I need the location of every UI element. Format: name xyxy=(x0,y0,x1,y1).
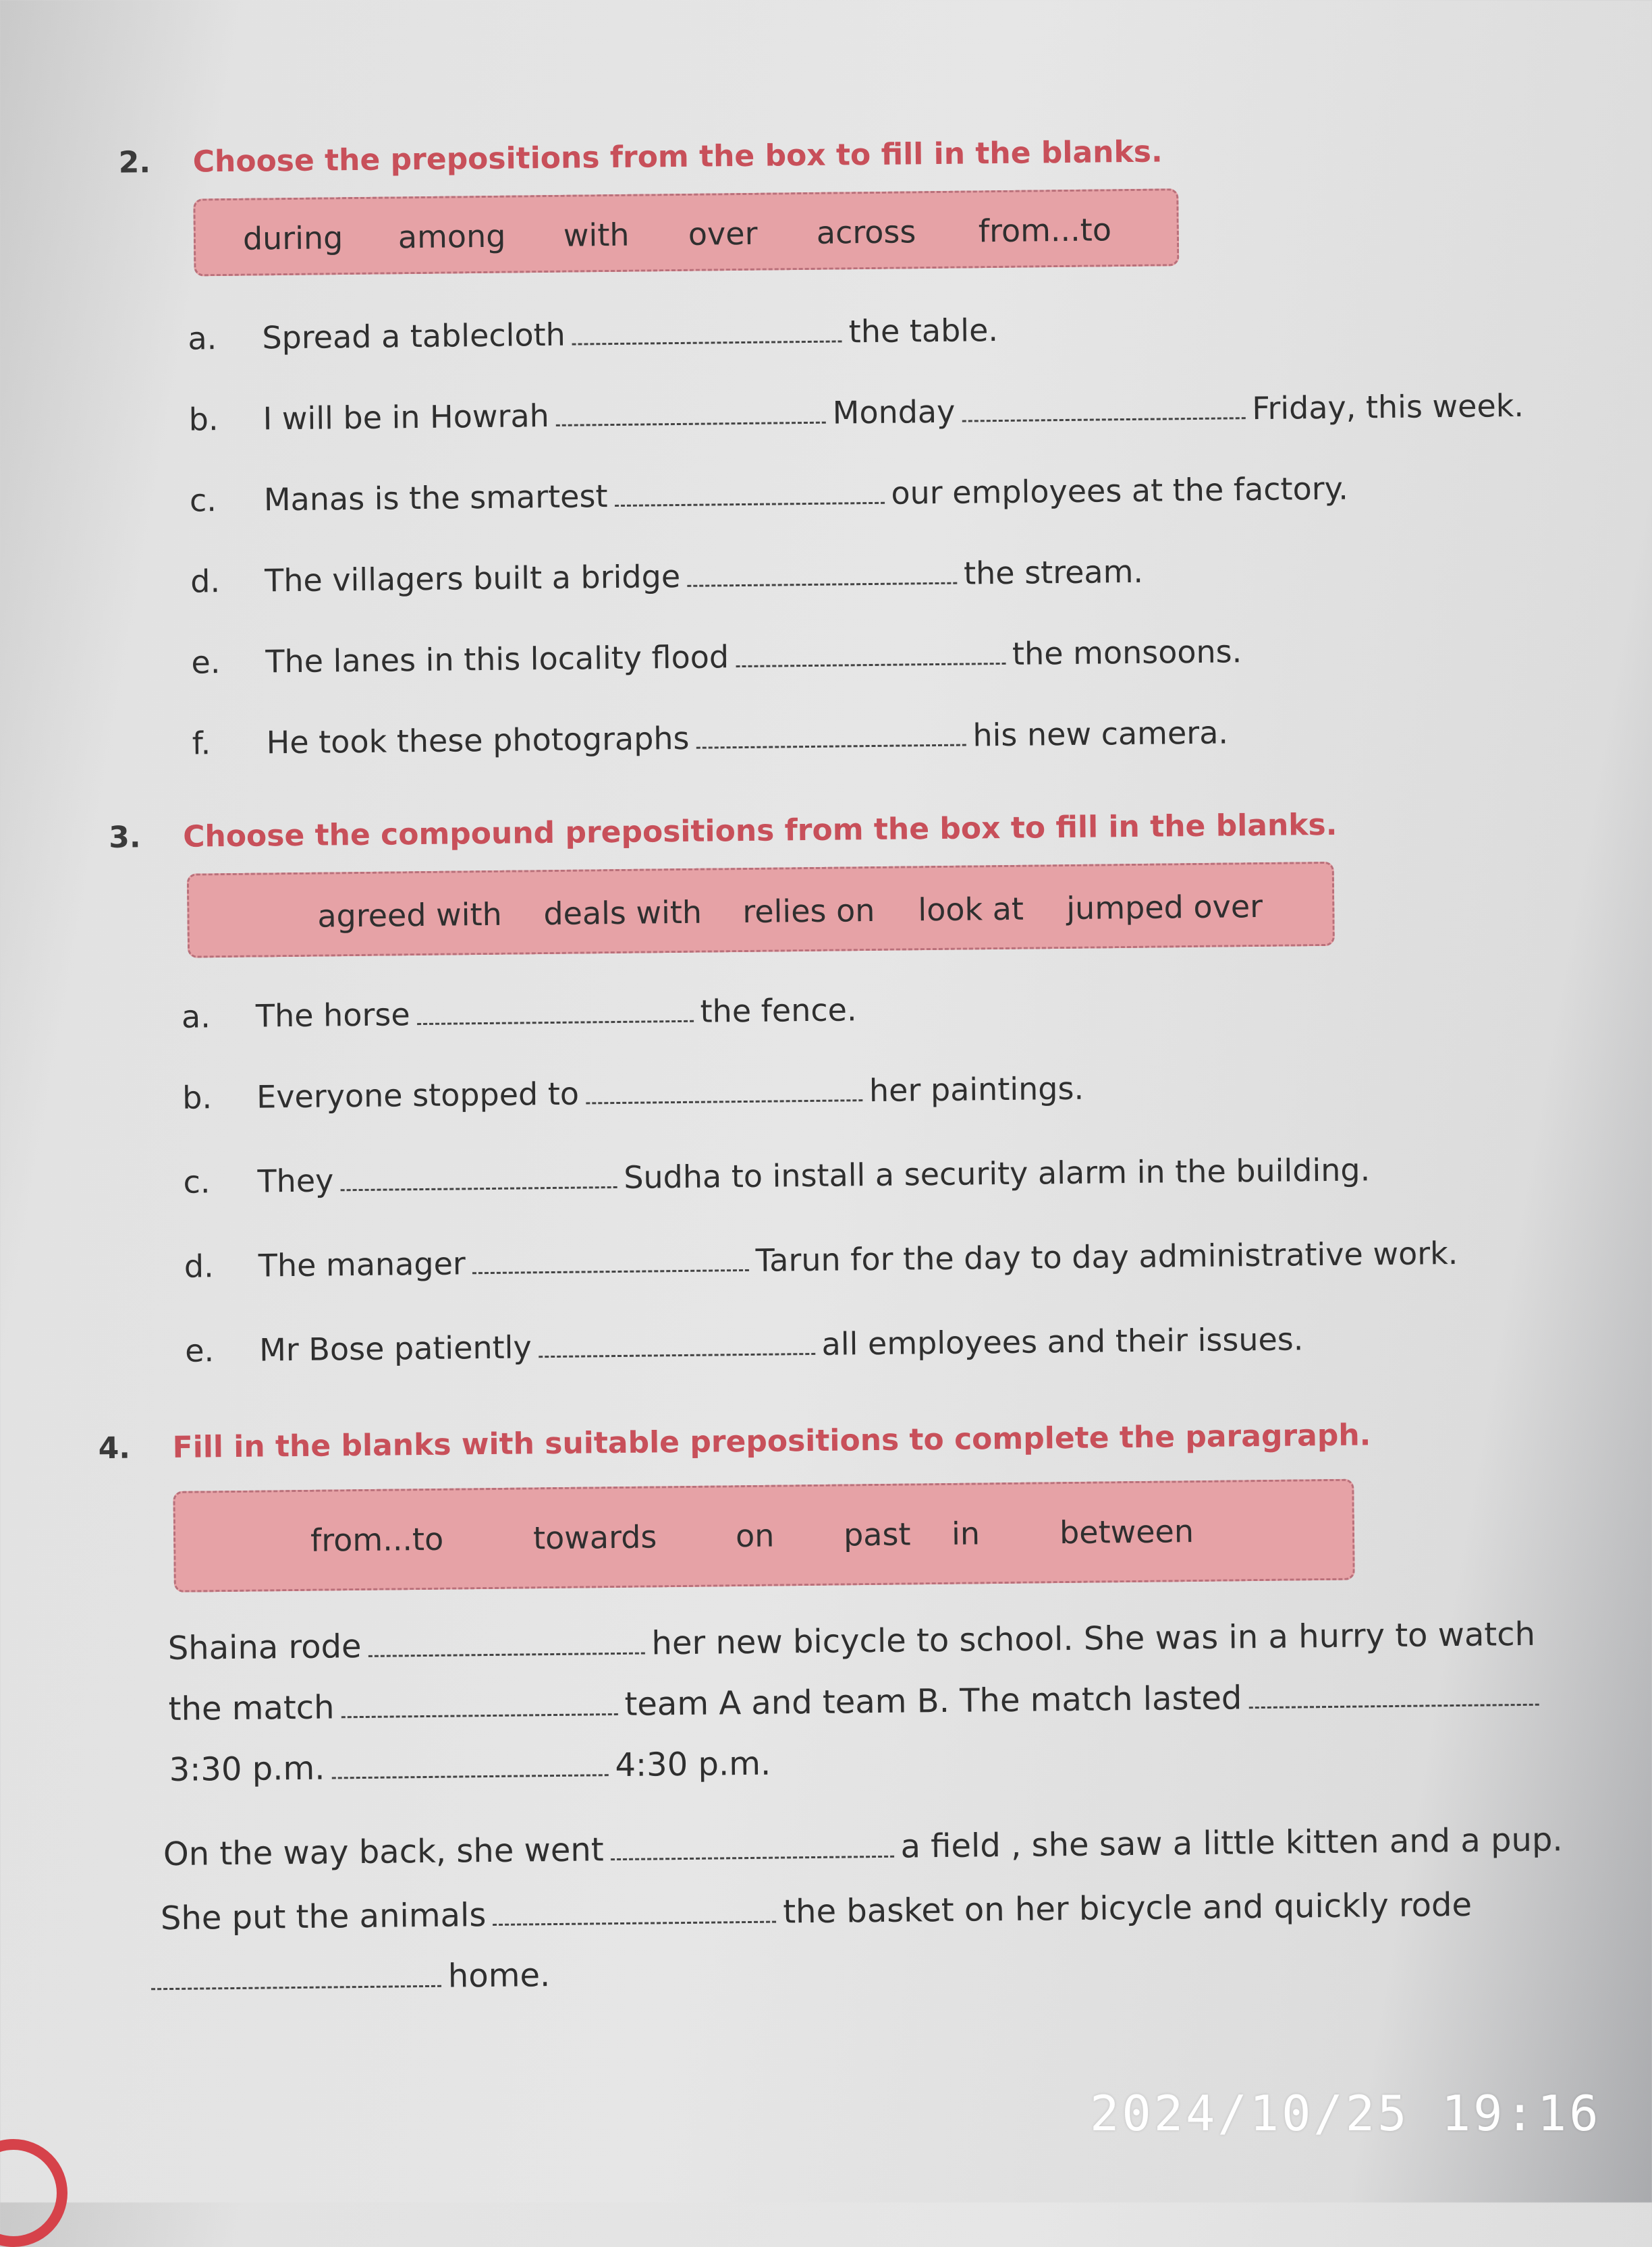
question-3a xyxy=(182,991,857,1034)
item-text: Mr Bose patiently xyxy=(258,1329,532,1368)
exercise-2-heading xyxy=(118,134,1162,179)
word-option: over xyxy=(688,215,758,252)
paragraph-text: her new bicycle to school. She was in a hurry to watch xyxy=(651,1615,1536,1663)
paragraph-text: Shaina rode xyxy=(167,1628,362,1668)
question-3b xyxy=(182,1070,1084,1116)
question-2d xyxy=(190,553,1143,600)
item-text: The villagers built a bridge xyxy=(264,557,681,599)
paragraph-line-5 xyxy=(161,1886,1472,1937)
item-text: Manas is the smartest xyxy=(263,478,608,518)
paragraph-line-4 xyxy=(163,1821,1563,1873)
item-text: Monday xyxy=(832,393,956,431)
paragraph-text: the basket on her bicycle and quickly rode xyxy=(782,1885,1472,1931)
paragraph-text: On the way back, she went xyxy=(163,1831,604,1874)
paragraph-text: 3:30 p.m. xyxy=(169,1749,325,1789)
item-label: e. xyxy=(191,644,221,681)
item-text: the fence. xyxy=(700,991,857,1030)
exercise-title: Choose the compound prepositions from the box to fill in the blanks. xyxy=(182,807,1338,854)
answer-blank[interactable] xyxy=(696,724,966,749)
item-text: Everyone stopped to xyxy=(256,1075,580,1115)
item-label: a. xyxy=(188,320,217,357)
word-option: on xyxy=(735,1517,775,1555)
answer-blank[interactable] xyxy=(472,1249,749,1274)
answer-blank[interactable] xyxy=(556,401,826,426)
item-text: the stream. xyxy=(963,553,1144,592)
item-text: the monsoons. xyxy=(1012,633,1242,672)
item-label: b. xyxy=(182,1079,213,1116)
answer-blank[interactable] xyxy=(341,1693,617,1718)
word-option: in xyxy=(951,1515,981,1552)
word-option: during xyxy=(242,219,343,257)
item-label: f. xyxy=(192,725,211,762)
paragraph-text: 4:30 p.m. xyxy=(615,1744,771,1785)
word-option: agreed with xyxy=(317,895,503,935)
answer-blank[interactable] xyxy=(687,562,957,587)
answer-blank[interactable] xyxy=(572,320,842,345)
answer-blank[interactable] xyxy=(331,1754,608,1779)
word-option: jumped over xyxy=(1066,887,1263,927)
paragraph-text: She put the animals xyxy=(160,1896,487,1938)
question-3c xyxy=(183,1151,1370,1200)
answer-blank[interactable] xyxy=(586,1079,862,1104)
item-text: his new camera. xyxy=(972,714,1229,754)
answer-blank[interactable] xyxy=(614,482,884,507)
word-box-4 xyxy=(173,1479,1354,1592)
exercise-number: 4. xyxy=(98,1431,131,1466)
paragraph-text: a field , she saw a little kitten and a pup. xyxy=(900,1821,1563,1866)
item-text: the table. xyxy=(848,312,999,350)
question-2c xyxy=(190,470,1348,519)
item-text: They xyxy=(257,1162,334,1200)
item-text: The lanes in this locality flood xyxy=(265,638,729,680)
item-text: The horse xyxy=(255,996,410,1034)
word-option: deals with xyxy=(543,893,703,933)
answer-blank[interactable] xyxy=(340,1166,617,1191)
exercise-number: 2. xyxy=(118,145,151,180)
exercise-4-heading xyxy=(98,1418,1371,1466)
question-2b xyxy=(188,387,1524,438)
paragraph-line-2 xyxy=(168,1676,1545,1728)
item-text: The manager xyxy=(258,1245,466,1284)
answer-blank[interactable] xyxy=(538,1333,815,1358)
answer-blank[interactable] xyxy=(962,397,1245,422)
word-option: among xyxy=(397,217,506,256)
paragraph-text: team A and team B. The match lasted xyxy=(624,1679,1242,1723)
item-label: c. xyxy=(183,1163,211,1200)
answer-blank[interactable] xyxy=(368,1632,644,1657)
item-label: b. xyxy=(188,401,219,438)
question-2e xyxy=(191,633,1242,680)
item-text: her paintings. xyxy=(869,1070,1084,1109)
item-label: d. xyxy=(184,1248,214,1285)
item-text: Tarun for the day to day administrative work. xyxy=(755,1234,1458,1279)
word-option: past xyxy=(843,1516,911,1553)
exercise-title: Fill in the blanks with suitable prepositions to complete the paragraph. xyxy=(172,1418,1371,1465)
paragraph-line-1 xyxy=(167,1615,1535,1667)
answer-blank[interactable] xyxy=(610,1835,893,1860)
word-option: across xyxy=(816,213,916,251)
paragraph-text: the match xyxy=(168,1688,335,1729)
item-text: Sudha to install a security alarm in the building. xyxy=(624,1151,1371,1196)
answer-blank[interactable] xyxy=(151,1965,441,1991)
word-option: from...to xyxy=(310,1520,444,1559)
item-label: e. xyxy=(184,1332,215,1369)
exercise-number: 3. xyxy=(108,820,141,855)
question-2a xyxy=(188,312,998,357)
word-option: towards xyxy=(532,1518,657,1557)
paragraph-text: home. xyxy=(447,1956,551,1995)
item-text: all employees and their issues. xyxy=(821,1321,1304,1362)
word-option: between xyxy=(1059,1513,1194,1551)
word-box-2 xyxy=(193,188,1179,276)
word-option: look at xyxy=(918,890,1024,928)
item-text: Spread a tablecloth xyxy=(262,316,566,356)
question-3d xyxy=(184,1235,1458,1285)
answer-blank[interactable] xyxy=(736,642,1006,667)
answer-blank[interactable] xyxy=(493,1901,776,1926)
question-3e xyxy=(185,1321,1304,1368)
exercise-title: Choose the prepositions from the box to fill in the blanks. xyxy=(192,134,1163,179)
item-text: He took these photographs xyxy=(266,719,690,761)
item-label: c. xyxy=(189,482,217,519)
photo-timestamp: 2024/10/25 19:16 xyxy=(1090,2085,1601,2142)
paragraph-line-6 xyxy=(151,1956,551,1998)
word-box-3 xyxy=(187,862,1335,958)
word-option: relies on xyxy=(742,891,875,931)
word-option: with xyxy=(563,216,630,254)
item-label: d. xyxy=(190,563,221,600)
item-text: I will be in Howrah xyxy=(263,397,550,437)
item-text: Friday, this week. xyxy=(1252,387,1524,427)
item-text: our employees at the factory. xyxy=(891,470,1349,511)
question-2f xyxy=(192,714,1228,761)
paragraph-line-3 xyxy=(169,1745,771,1789)
word-option: from...to xyxy=(978,211,1112,250)
answer-blank[interactable] xyxy=(1248,1684,1539,1709)
exercise-3-heading xyxy=(109,808,1338,855)
answer-blank[interactable] xyxy=(416,1000,693,1025)
item-label: a. xyxy=(181,998,211,1035)
